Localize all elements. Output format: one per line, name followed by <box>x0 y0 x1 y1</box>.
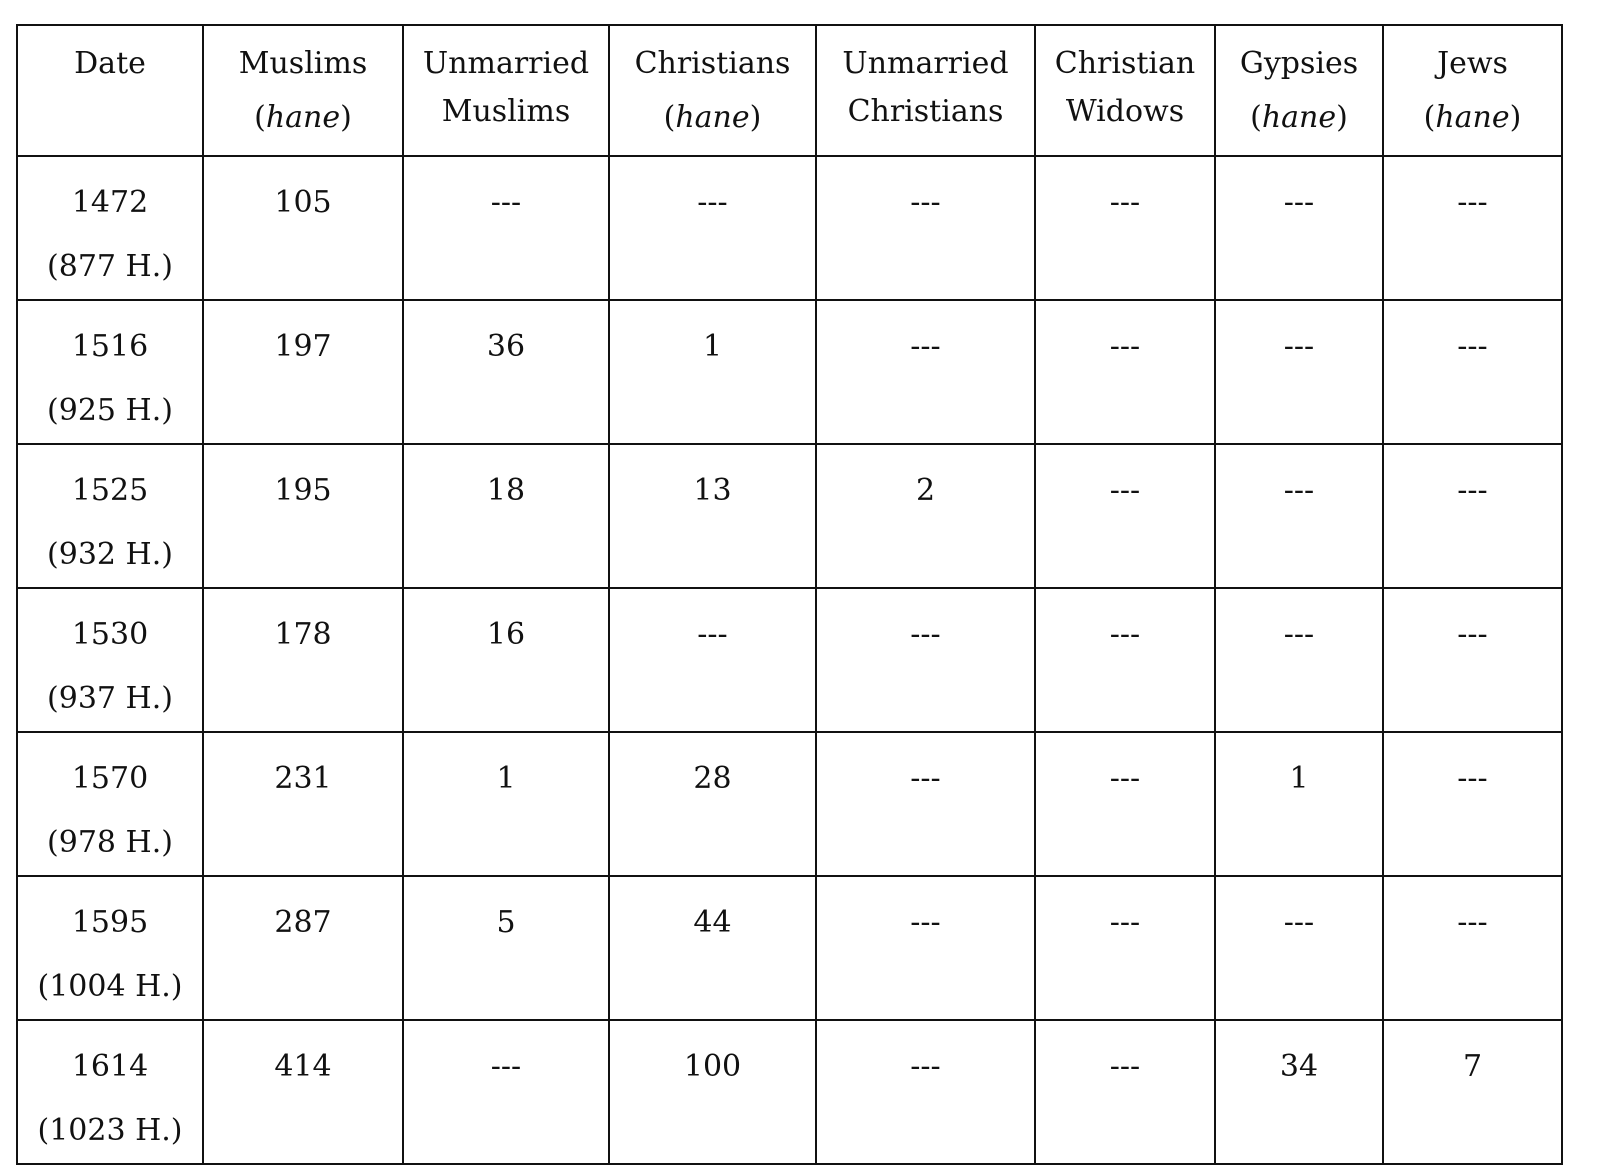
header-jews-label: Jews <box>1437 46 1508 81</box>
cell-date <box>17 1020 203 1164</box>
cell-jews: --- <box>1383 444 1562 588</box>
cell-christians: 44 <box>609 876 816 1020</box>
cell-jews: --- <box>1383 300 1562 444</box>
cell-muslims: 195 <box>203 444 403 588</box>
date-year: 1516 <box>71 329 149 364</box>
header-christian-widows-line2: Widows <box>1065 94 1185 129</box>
date-hijri: (932 H.) <box>47 537 173 572</box>
cell-unmarried-christians: 2 <box>816 444 1035 588</box>
header-jews <box>1383 25 1562 156</box>
cell-unmarried-christians: --- <box>816 588 1035 732</box>
header-muslims-label: Muslims <box>238 46 368 81</box>
header-muslims <box>203 25 403 156</box>
cell-christian-widows: --- <box>1035 1020 1215 1164</box>
header-christian-widows-line1: Christian <box>1054 46 1196 81</box>
date-year: 1595 <box>71 905 149 940</box>
date-year: 1472 <box>71 185 149 220</box>
cell-unmarried-muslims: 5 <box>403 876 609 1020</box>
cell-date <box>17 732 203 876</box>
cell-christians: --- <box>609 156 816 300</box>
table-row <box>17 588 1562 732</box>
cell-date <box>17 876 203 1020</box>
cell-unmarried-muslims: 36 <box>403 300 609 444</box>
cell-christian-widows: --- <box>1035 444 1215 588</box>
cell-gypsies: --- <box>1215 588 1383 732</box>
cell-christian-widows: --- <box>1035 156 1215 300</box>
header-unmarried-muslims-line1: Unmarried <box>422 46 590 81</box>
header-gypsies-unit: (hane) <box>1250 100 1348 135</box>
header-christians <box>609 25 816 156</box>
header-gypsies <box>1215 25 1383 156</box>
population-table <box>16 24 1563 1165</box>
table-row <box>17 732 1562 876</box>
cell-date <box>17 588 203 732</box>
cell-christians: --- <box>609 588 816 732</box>
cell-christians: 1 <box>609 300 816 444</box>
cell-unmarried-muslims: 16 <box>403 588 609 732</box>
unit-hane: hane <box>1435 100 1510 135</box>
header-date <box>17 25 203 156</box>
cell-muslims: 197 <box>203 300 403 444</box>
cell-unmarried-muslims: --- <box>403 156 609 300</box>
table-row <box>17 300 1562 444</box>
date-hijri: (937 H.) <box>47 681 173 716</box>
cell-muslims: 178 <box>203 588 403 732</box>
date-hijri: (925 H.) <box>47 393 173 428</box>
cell-christian-widows: --- <box>1035 732 1215 876</box>
cell-gypsies: --- <box>1215 444 1383 588</box>
cell-christians: 13 <box>609 444 816 588</box>
cell-christians: 28 <box>609 732 816 876</box>
date-hijri: (877 H.) <box>47 249 173 284</box>
date-year: 1525 <box>71 473 149 508</box>
cell-jews: --- <box>1383 588 1562 732</box>
cell-unmarried-christians: --- <box>816 876 1035 1020</box>
cell-muslims: 231 <box>203 732 403 876</box>
cell-jews: --- <box>1383 732 1562 876</box>
cell-christians: 100 <box>609 1020 816 1164</box>
cell-unmarried-muslims: 18 <box>403 444 609 588</box>
cell-date <box>17 156 203 300</box>
cell-jews: 7 <box>1383 1020 1562 1164</box>
table-row <box>17 156 1562 300</box>
table-row <box>17 444 1562 588</box>
unit-hane: hane <box>675 100 750 135</box>
cell-gypsies: --- <box>1215 876 1383 1020</box>
cell-jews: --- <box>1383 876 1562 1020</box>
header-unmarried-christians <box>816 25 1035 156</box>
date-hijri: (978 H.) <box>47 825 173 860</box>
header-gypsies-label: Gypsies <box>1239 46 1359 81</box>
header-jews-unit: (hane) <box>1423 100 1522 135</box>
header-unmarried-muslims <box>403 25 609 156</box>
header-unmarried-christians-line2: Christians <box>847 94 1004 129</box>
cell-muslims: 414 <box>203 1020 403 1164</box>
cell-christian-widows: --- <box>1035 588 1215 732</box>
header-unmarried-christians-line1: Unmarried <box>842 46 1009 81</box>
cell-muslims: 287 <box>203 876 403 1020</box>
table-row <box>17 876 1562 1020</box>
header-muslims-unit: (hane) <box>254 100 352 135</box>
cell-unmarried-christians: --- <box>816 300 1035 444</box>
cell-jews: --- <box>1383 156 1562 300</box>
header-christian-widows <box>1035 25 1215 156</box>
date-year: 1614 <box>71 1049 149 1084</box>
header-unmarried-muslims-line2: Muslims <box>441 94 571 129</box>
cell-gypsies: --- <box>1215 300 1383 444</box>
cell-unmarried-christians: --- <box>816 732 1035 876</box>
date-hijri: (1004 H.) <box>37 969 183 1004</box>
date-year: 1530 <box>71 617 149 652</box>
unit-hane: hane <box>265 100 341 135</box>
cell-unmarried-christians: --- <box>816 156 1035 300</box>
cell-muslims: 105 <box>203 156 403 300</box>
cell-unmarried-christians: --- <box>816 1020 1035 1164</box>
header-date-label: Date <box>74 46 146 81</box>
cell-christian-widows: --- <box>1035 300 1215 444</box>
cell-date <box>17 444 203 588</box>
header-christians-label: Christians <box>634 46 791 81</box>
cell-gypsies: 34 <box>1215 1020 1383 1164</box>
cell-gypsies: --- <box>1215 156 1383 300</box>
cell-christian-widows: --- <box>1035 876 1215 1020</box>
cell-unmarried-muslims: --- <box>403 1020 609 1164</box>
date-year: 1570 <box>71 761 149 796</box>
header-christians-unit: (hane) <box>663 100 762 135</box>
date-hijri: (1023 H.) <box>37 1113 183 1148</box>
cell-date <box>17 300 203 444</box>
table-row <box>17 1020 1562 1164</box>
unit-hane: hane <box>1261 100 1337 135</box>
cell-gypsies: 1 <box>1215 732 1383 876</box>
header-row <box>17 25 1562 156</box>
cell-unmarried-muslims: 1 <box>403 732 609 876</box>
